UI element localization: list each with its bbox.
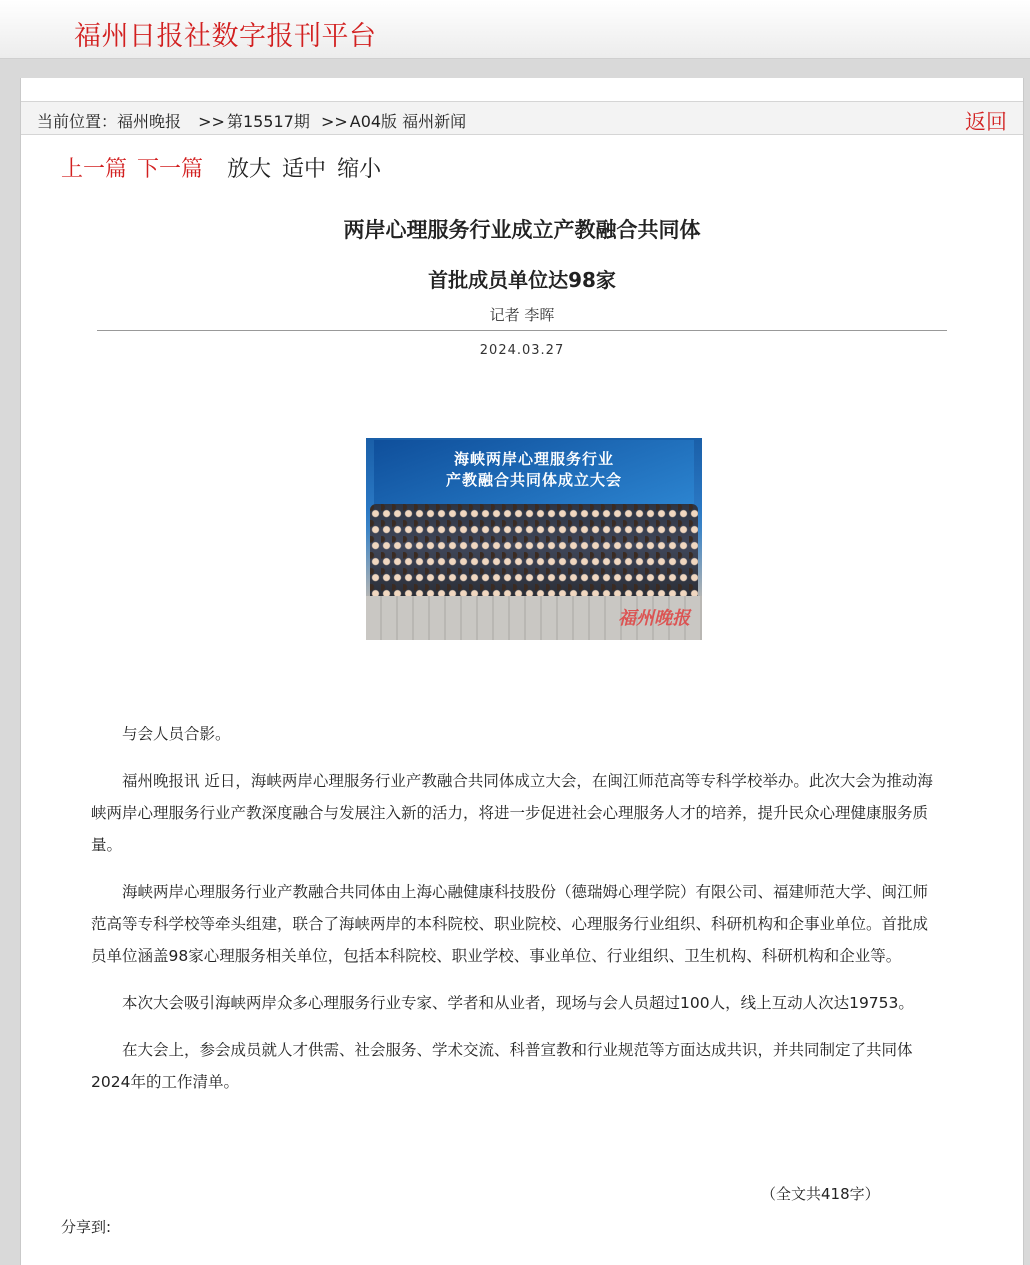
breadcrumb-prefix: 当前位置： [37,112,118,131]
article-body [91,718,939,1113]
char-count: （全文共418字） [761,1185,880,1203]
page-container [20,78,1024,1265]
zoom-in-link[interactable]: 放大 [227,157,272,182]
article-paragraph: 在大会上，参会成员就人才供需、社会服务、学术交流、科普宣教和行业规范等方面达成共识，并共同制定了共同体2024年的工作清单。 [91,1041,913,1091]
photo-banner-line1: 海峡两岸心理服务行业 [453,450,614,468]
article-paragraph: 福州晚报讯 近日，海峡两岸心理服务行业产教融合共同体成立大会，在闽江师范高等专科学校举办。此次大会为推动海峡两岸心理服务行业产教深度融合与发展注入新的活力，将进一步促进社会心理服务人才的培养，提升民众心理健康服务质量。 [91,772,933,854]
share-label: 分享到: [61,1218,112,1236]
article-byline: 记者 李晖 [489,306,555,324]
photo-caption: 与会人员合影。 [122,725,231,743]
photo-watermark: 福州晚报 [618,608,690,629]
breadcrumb-bar [21,101,1023,135]
prev-article-link[interactable]: 上一篇 [61,157,128,182]
next-article-link[interactable]: 下一篇 [137,157,204,182]
article-paragraph: 本次大会吸引海峡两岸众多心理服务行业专家、学者和从业者，现场与会人员超过100人，线上互动人次达19753。 [122,994,914,1012]
breadcrumb-section-link[interactable]: A04版 福州新闻 [349,112,467,131]
article-date: 2024.03.27 [479,343,565,358]
site-header [0,0,1030,59]
back-link[interactable]: 返回 [965,110,1007,134]
breadcrumb [37,109,472,132]
breadcrumb-paper-link[interactable]: 福州晚报 [117,112,182,131]
site-title[interactable]: 福州日报社数字报刊平台 [74,21,377,52]
breadcrumb-separator: >> [320,112,348,131]
article-subtitle: 首批成员单位达98家 [428,268,616,292]
breadcrumb-separator: >> [198,112,225,131]
article-nav [61,152,385,183]
photo-banner-line2: 产教融合共同体成立大会 [445,471,622,489]
article-title: 两岸心理服务行业成立产教融合共同体 [343,218,701,242]
zoom-out-link[interactable]: 缩小 [337,157,382,182]
article-paragraph: 海峡两岸心理服务行业产教融合共同体由上海心融健康科技股份（德瑞姆心理学院）有限公司、福建师范大学、闽江师范高等专科学校等牵头组建，联合了海峡两岸的本科院校、职业院校、心理服务行业组织、科研机构和企事业单位。首批成员单位涵盖98家心理服务相关单位，包括本科院校、职业学校、事业单位、行业组织、卫生机构、科研机构和企业等。 [91,883,929,965]
zoom-fit-link[interactable]: 适中 [282,157,327,182]
article-photo[interactable] [366,438,702,640]
breadcrumb-issue-link[interactable]: 第15517期 [226,112,310,131]
photo-crowd [370,504,698,596]
title-divider [97,330,947,331]
